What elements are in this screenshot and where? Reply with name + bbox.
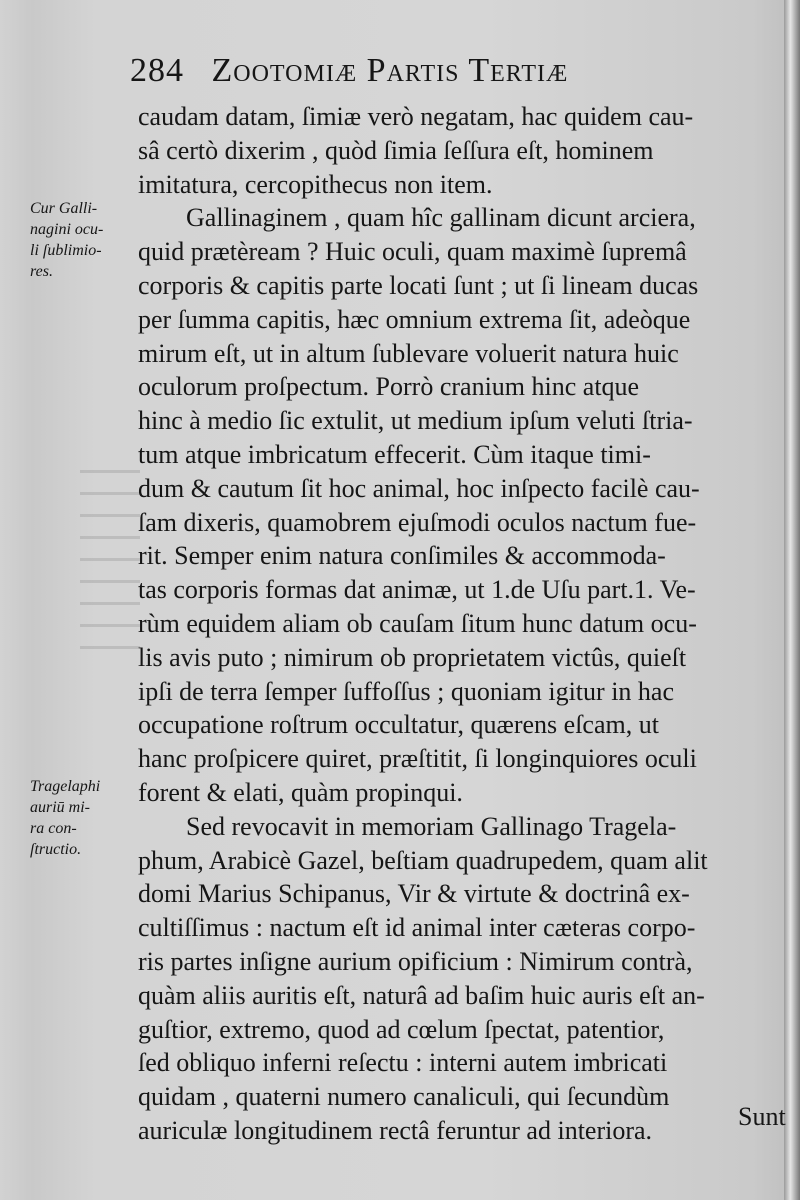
text-line: tum atque imbricatum effecerit. Cùm itaque timi- [138, 440, 651, 469]
page-edge [784, 0, 800, 1200]
text-line: occupatione roſtrum occultatur, quærens eſcam, ut [138, 710, 659, 740]
text-line: rùm equidem aliam ob cauſam ſitum hunc datum ocu- [138, 609, 697, 638]
catchword: Sunt [738, 1102, 786, 1131]
sidenote-line: nagini ocu- [30, 221, 104, 238]
sidenote-line: ſtructio. [30, 841, 82, 858]
text-line: oculorum proſpectum. Porrò cranium hinc atque [138, 372, 640, 402]
sidenote-gallinago [30, 198, 134, 282]
text-line: forent & elati, quàm propinqui. [138, 778, 463, 807]
text-line: per ſumma capitis, hæc omnium extrema ſit, adeòque [138, 304, 691, 334]
sidenote-line: Cur Galli- [30, 200, 98, 217]
text-line: ſed obliquo inferni reſectu : interni autem imbricati [138, 1048, 668, 1078]
running-header [130, 52, 750, 98]
text-line: dum & cautum ſit hoc animal, hoc inſpecto facilè cau- [138, 473, 700, 503]
text-line: phum, Arabicè Gazel, beſtiam quadrupedem, quam alit [138, 845, 708, 875]
text-line: rit. Semper enim natura conſimiles & accommoda- [138, 541, 666, 571]
text-line: ſam dixeris, quamobrem ejuſmodi oculos nactum fue- [138, 507, 697, 537]
sidenote-line: li ſublimio- [30, 242, 102, 259]
text-line: lis avis puto ; nimirum ob proprietatem victûs, quieſt [138, 642, 687, 672]
text-line: domi Marius Schipanus, Vir & virtute & doctrinâ ex- [138, 879, 690, 909]
text-line: caudam datam, ſimiæ verò negatam, hac quidem cau- [138, 102, 694, 131]
text-line: corporis & capitis parte locati ſunt ; ut ſi lineam ducas [138, 271, 699, 300]
text-line: Gallinaginem , quam hîc gallinam dicunt arciera, [186, 203, 696, 233]
text-line: quid prætèream ? Huic oculi, quam maximè ſupremâ [138, 237, 687, 267]
sidenote-line: ra con- [30, 820, 77, 837]
text-line: hanc proſpicere quiret, præſtitit, ſi longinquiores oculi [138, 744, 697, 774]
text-line: Sed revocavit in memoriam Gallinago Tragela- [186, 811, 677, 841]
text-line: ris partes inſigne aurium opificium : Nimirum contrà, [138, 947, 693, 976]
header-title: Zootomiæ Partis Tertiæ [211, 52, 569, 89]
text-line: sâ certò dixerim , quòd ſimia ſeſſura eſt, hominem [138, 135, 654, 165]
sidenote-line: Tragelaphi [30, 778, 101, 795]
sidenote-line: res. [30, 263, 53, 280]
sidenote-line: auriū mi- [30, 799, 90, 816]
text-line: mirum eſt, ut in altum ſublevare voluerit natura huic [138, 338, 679, 368]
text-line: tas corporis formas dat animæ, ut 1.de Uſu part.1. Ve- [138, 575, 696, 605]
text-line: quidam , quaterni numero canaliculi, qui ſecundùm [138, 1082, 670, 1112]
text-line: cultiſſimus : nactum eſt id animal inter cæteras corpo- [138, 913, 696, 943]
text-line: hinc à medio ſic extulit, ut medium ipſum veluti ſtria- [138, 406, 693, 436]
text-line: quàm aliis auritis eſt, naturâ ad baſim huic auris eſt an- [138, 980, 705, 1010]
text-line: guſtior, extremo, quod ad cœlum ſpectat, patentior, [138, 1014, 665, 1044]
text-line: imitatura, cercopithecus non item. [138, 169, 493, 199]
show-through-bleed [80, 470, 140, 650]
text-line: auriculæ longitudinem rectâ feruntur ad interiora. [138, 1116, 653, 1145]
page-number: 284 [130, 52, 184, 89]
sidenote-tragelaphus [30, 776, 134, 860]
text-line: ipſi de terra ſemper ſuffoſſus ; quoniam igitur in hac [138, 676, 674, 706]
